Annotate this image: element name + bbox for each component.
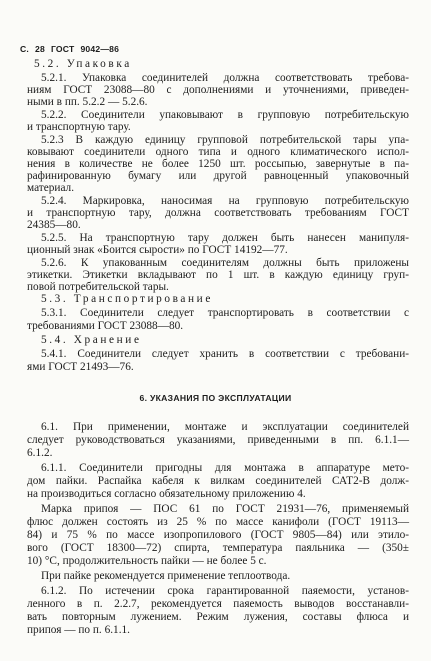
para-6-1-1-line: 6.1.1. Соединители пригодны для монтажа в аппаратуре мето- xyxy=(41,462,409,474)
para-5-2-1-line: ными в пп. 5.2.2 — 5.2.6. xyxy=(27,96,148,108)
para-5-2-6-line: 5.2.6. К упакованным соединителям должны быть приложены xyxy=(41,257,409,269)
para-solder-line: флюс должен состоять из 25 % по массе канифоли (ГОСТ 19113— xyxy=(27,516,409,528)
para-solder-line: Марка припоя — ПОС 61 по ГОСТ 21931—76, применяемый xyxy=(41,503,409,515)
para-5-3-1-line: требованиями ГОСТ 23088—80. xyxy=(27,320,184,332)
para-solder-part: 10) xyxy=(27,555,45,567)
para-5-2-3-line: 5.2.3 В каждую единицу групповой потребительской тары упа- xyxy=(41,134,409,146)
para-solder-line: 84) и 75 % по массе изопропилового (ГОСТ 9805—84) или этило- xyxy=(27,529,409,541)
heading-5-4: 5.4. Хранение xyxy=(41,334,142,346)
para-5-4-1-line: 5.4.1. Соединители следует хранить в соответствии с требовани- xyxy=(41,348,409,360)
page-number: 28 xyxy=(35,44,45,54)
para-6-1-2-line: ленного в п. 2.2.7, рекомендуется паяемость выводов восстанавли- xyxy=(27,598,409,610)
para-5-2-4-line: и транспортную тару, должна соответствовать требованиям ГОСТ xyxy=(27,207,409,219)
doc-number: 9042—86 xyxy=(80,44,120,54)
para-5-2-6-line: повой потребительской тары. xyxy=(27,281,169,293)
doc-label: ГОСТ xyxy=(50,44,75,54)
para-6-1-line: 6.1. При применении, монтаже и эксплуатации соединителей xyxy=(41,421,409,433)
para-5-2-4-line: 5.2.4. Маркировка, наносимая на групповую потребительскую xyxy=(41,195,409,207)
para-solder-line xyxy=(27,555,267,568)
para-solder-part: °C, продолжительность пайки — не более 5 с. xyxy=(44,555,267,567)
heading-5-2: 5.2. Упаковка xyxy=(34,58,132,70)
para-5-2-2-line: 5.2.2. Соединители упаковывают в групповую потребительскую xyxy=(41,109,409,121)
para-6-1-2-line: припоя — по п. 6.1.1. xyxy=(27,624,130,636)
para-6-1-line: следует руководствоваться указаниями, приведенными в пп. 6.1.1— xyxy=(27,434,409,446)
para-5-3-1-line: 5.3.1. Соединители следует транспортировать в соответствии с xyxy=(41,307,409,319)
para-5-2-5-line: 5.2.5. На транспортную тару должен быть нанесен манипуля- xyxy=(41,232,409,244)
para-5-2-1-line: 5.2.1. Упаковка соединителей должна соответствовать требова- xyxy=(41,72,409,84)
para-5-2-3-line: нения в количестве не более 1250 шт. россыпью, завернутые в па- xyxy=(27,158,409,170)
para-5-2-3-line: материал. xyxy=(27,182,75,194)
para-5-2-1-line: ниям ГОСТ 23088—80 с дополнениями и уточнениями, приведен- xyxy=(27,84,409,96)
para-5-2-2-line: и транспортную тару. xyxy=(27,121,131,133)
page-prefix: С. xyxy=(20,44,29,54)
para-6-1-line: 6.1.2. xyxy=(27,447,53,459)
para-6-1-1-line: на производиться согласно обязательному приложению 4. xyxy=(27,488,306,500)
para-6-1-2-line: 6.1.2. По истечении срока гарантированной паяемости, установ- xyxy=(41,585,409,597)
para-5-4-1-line: ями ГОСТ 21493—76. xyxy=(27,361,134,373)
para-5-2-6-line: этикетки. Этикетки вкладывают по 1 шт. в каждую единицу груп- xyxy=(27,269,409,281)
heading-5-3: 5.3. Транспортирование xyxy=(41,293,213,305)
para-5-2-5-line: ционный знак «Боится сырости» по ГОСТ 14192—77. xyxy=(27,244,288,256)
para-solder-line: вого (ГОСТ 18300—72) спирта, температура паяльника — (350± xyxy=(27,542,409,554)
para-5-2-3-line: рафинированную бумагу или другой равноценный упаковочный xyxy=(27,170,409,182)
para-heatsink: При пайке рекомендуется применение теплоотвода. xyxy=(41,570,291,582)
para-6-1-1-line: дом пайки. Распайка кабеля к вилкам соединителей САТ2-В долж- xyxy=(27,475,409,487)
para-5-2-4-line: 24385—80. xyxy=(27,219,81,231)
section-6-title: 6. УКАЗАНИЯ ПО ЭКСПЛУАТАЦИИ xyxy=(139,393,292,403)
para-5-2-3-line: ковывают соединители одного типа и одного климатического испол- xyxy=(27,146,409,158)
para-6-1-2-line: вать повторным лужением. Режим лужения, составы флюса и xyxy=(27,611,409,623)
